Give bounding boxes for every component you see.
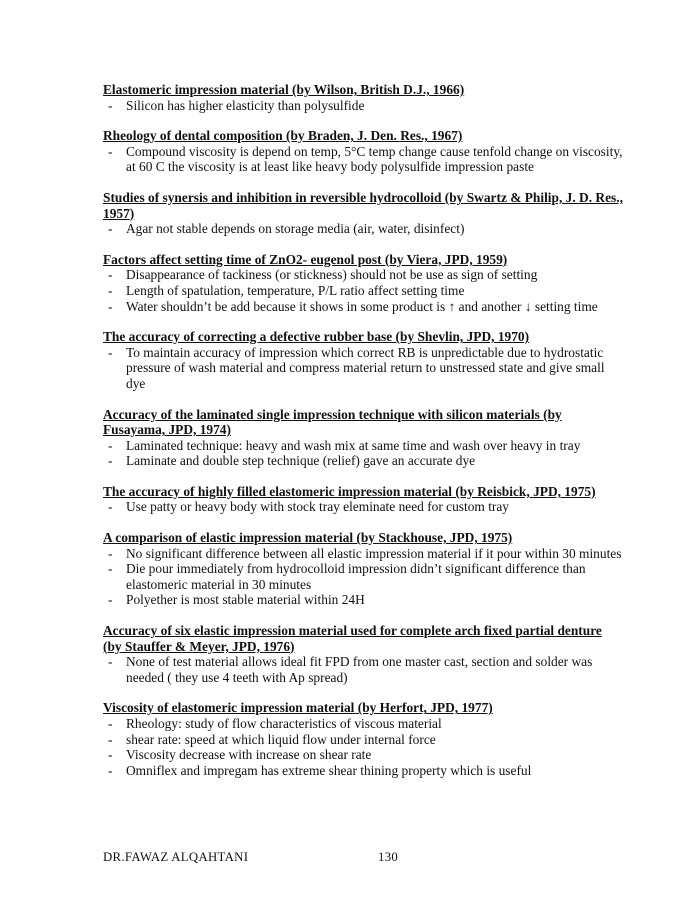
bullet-dash: - <box>108 298 113 314</box>
section <box>103 82 623 113</box>
page-number: 130 <box>378 850 399 864</box>
section <box>103 700 623 778</box>
bullet-list <box>103 499 623 515</box>
list-item <box>103 221 623 237</box>
bullet-text: Rheology: study of flow characteristics of viscous material <box>126 716 442 731</box>
bullet-text: Disappearance of tackiness (or stickness) should not be use as sign of setting <box>126 267 538 283</box>
bullet-dash: - <box>108 747 113 763</box>
bullet-dash: - <box>108 731 113 747</box>
bullet-dash: - <box>108 716 113 731</box>
list-item <box>103 716 623 732</box>
section-heading: The accuracy of correcting a defective rubber base (by Shevlin, JPD, 1970) <box>103 329 530 345</box>
bullet-text: Laminate and double step technique (relief) gave an accurate dye <box>126 453 476 469</box>
bullet-text: To maintain accuracy of impression which correct RB is unpredictable due to hydrostatic pressure of wash material and compress material return to unstressed state and give small dye <box>126 344 605 391</box>
section-heading: Studies of synersis and inhibition in reversible hydrocolloid (by Swartz & Philip, J. D. Res., 1957) <box>103 189 623 221</box>
list-item <box>103 267 623 283</box>
bullet-dash: - <box>108 221 113 237</box>
bullet-dash: - <box>108 344 113 360</box>
list-item <box>103 763 623 779</box>
document-body <box>103 82 623 793</box>
bullet-text: Viscosity decrease with increase on shear rate <box>126 747 372 763</box>
section-heading: Accuracy of the laminated single impression technique with silicon materials (by Fusayama, JPD, 1974) <box>103 406 562 438</box>
list-item <box>103 592 623 608</box>
list-item <box>103 283 623 299</box>
bullet-dash: - <box>108 561 113 577</box>
bullet-dash: - <box>108 545 113 561</box>
bullet-list <box>103 221 623 237</box>
list-item <box>103 732 623 748</box>
list-item <box>103 144 623 175</box>
bullet-list <box>103 546 623 608</box>
bullet-dash: - <box>108 453 113 469</box>
bullet-text: Compound viscosity is depend on temp, 5°C temp change cause tenfold change on viscosity, at 60 C the viscosity is at least like heavy body polysulfide impression paste <box>126 143 623 175</box>
section-heading: The accuracy of highly filled elastomeric impression material (by Reisbick, JPD, 1975) <box>103 483 596 499</box>
bullet-dash: - <box>108 654 113 670</box>
section <box>103 252 623 314</box>
bullet-dash: - <box>108 437 113 453</box>
list-item <box>103 747 623 763</box>
section-heading: Elastomeric impression material (by Wilson, British D.J., 1966) <box>103 82 465 97</box>
bullet-text: None of test material allows ideal fit FPD from one master cast, section and solder was needed ( they use 4 teeth with Ap spread) <box>126 654 593 685</box>
list-item <box>103 561 623 592</box>
bullet-dash: - <box>108 282 113 298</box>
bullet-dash: - <box>108 762 113 778</box>
bullet-text: shear rate: speed at which liquid flow under internal force <box>126 731 436 747</box>
section <box>103 128 623 175</box>
bullet-text: Polyether is most stable material within 24H <box>126 592 365 608</box>
bullet-text: Omniflex and impregam has extreme shear thining property which is useful <box>126 762 532 778</box>
list-item <box>103 438 623 454</box>
bullet-dash: - <box>108 143 113 159</box>
list-item <box>103 499 623 515</box>
bullet-text: Die pour immediately from hydrocolloid impression didn’t significant difference than elastomeric material in 30 minutes <box>126 561 586 592</box>
list-item <box>103 299 623 315</box>
section <box>103 623 623 685</box>
section-heading: A comparison of elastic impression material (by Stackhouse, JPD, 1975) <box>103 530 513 546</box>
bullet-list <box>103 98 623 114</box>
section-heading: Factors affect setting time of ZnO2- eugenol post (by Viera, JPD, 1959) <box>103 251 508 267</box>
bullet-list <box>103 438 623 469</box>
section <box>103 530 623 608</box>
section <box>103 190 623 237</box>
section-heading: Rheology of dental composition (by Braden, J. Den. Res., 1967) <box>103 128 463 144</box>
section-heading: Accuracy of six elastic impression material used for complete arch fixed partial denture (by Stauffer & Meyer, JPD, 1976) <box>103 623 602 654</box>
bullet-text: No significant difference between all elastic impression material if it pour within 30 minutes <box>126 545 622 561</box>
bullet-text: Use patty or heavy body with stock tray eleminate need for custom tray <box>126 499 510 515</box>
bullet-list <box>103 267 623 314</box>
bullet-dash: - <box>108 499 113 515</box>
list-item <box>103 98 623 114</box>
bullet-list <box>103 144 623 175</box>
bullet-text: Agar not stable depends on storage media (air, water, disinfect) <box>126 221 465 237</box>
section-heading: Viscosity of elastomeric impression material (by Herfort, JPD, 1977) <box>103 700 493 716</box>
bullet-text: Laminated technique: heavy and wash mix at same time and wash over heavy in tray <box>126 437 581 453</box>
footer-author: DR.FAWAZ ALQAHTANI <box>103 850 249 864</box>
bullet-dash: - <box>108 267 113 283</box>
bullet-text: Silicon has higher elasticity than polysulfide <box>126 97 365 113</box>
section <box>103 484 623 515</box>
list-item <box>103 453 623 469</box>
bullet-list <box>103 716 623 778</box>
section <box>103 407 623 469</box>
bullet-dash: - <box>108 592 113 608</box>
section <box>103 329 623 391</box>
bullet-list <box>103 345 623 392</box>
bullet-list <box>103 654 623 685</box>
bullet-dash: - <box>108 97 113 113</box>
bullet-text: Length of spatulation, temperature, P/L ratio affect setting time <box>126 282 465 298</box>
bullet-text: Water shouldn’t be add because it shows in some product is ↑ and another ↓ setting time <box>126 298 598 314</box>
list-item <box>103 345 623 392</box>
list-item <box>103 546 623 562</box>
list-item <box>103 654 623 685</box>
